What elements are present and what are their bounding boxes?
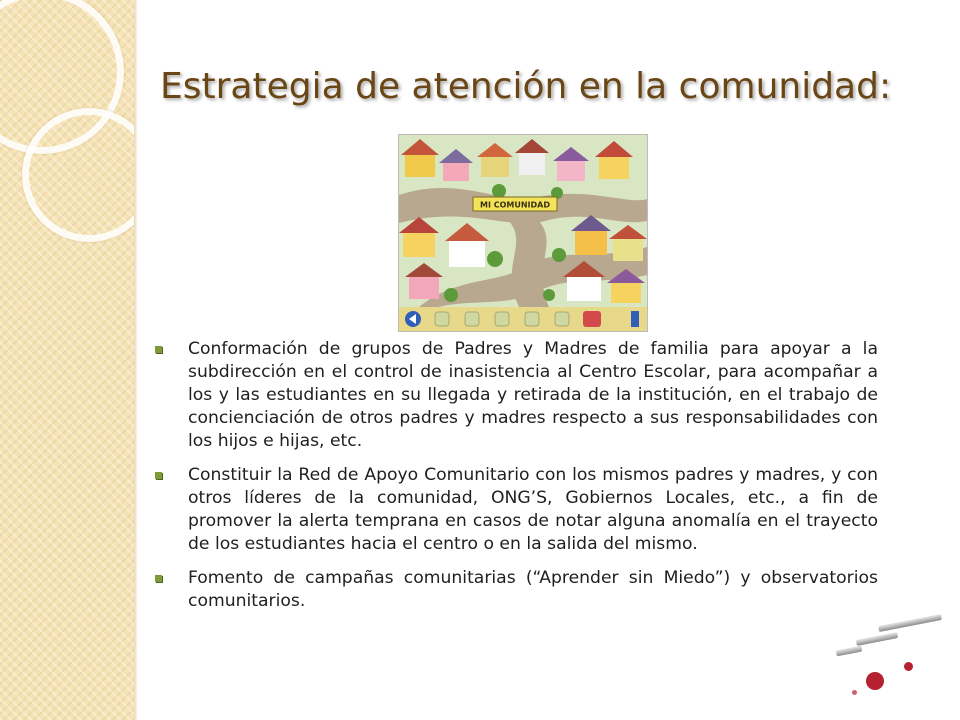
decorative-left-band (0, 0, 134, 720)
bullet-item (150, 567, 878, 613)
band-edge-shadow (134, 0, 138, 720)
bullet-marker-icon (155, 472, 162, 479)
decorative-dot (904, 662, 913, 671)
slide-title: Estrategia de atención en la comunidad: (160, 66, 892, 107)
bullet-text: Fomento de campañas comunitarias (“Aprender sin Miedo”) y observatorios comunitarios. (188, 568, 878, 611)
decorative-bar (856, 632, 898, 646)
decorative-bars (842, 614, 942, 664)
bullet-marker-icon (155, 346, 162, 353)
decorative-bar (878, 614, 942, 632)
decorative-dot (852, 690, 857, 695)
community-illustration (398, 134, 648, 332)
bullet-item (150, 464, 878, 556)
decorative-dot (866, 672, 884, 690)
illustration-sign-text: MI COMUNIDAD (480, 200, 550, 210)
bullet-item (150, 338, 878, 453)
decorative-bar (836, 646, 863, 657)
bullet-text: Constituir la Red de Apoyo Comunitario con los mismos padres y madres, y con otros líderes de la comunidad, ONG’S, Gobiernos Locales, etc., a fin de promover la alerta temprana en casos de notar alguna anomalía en el trayecto de los estudiantes hacia el centro o en la salida del mismo. (188, 465, 878, 554)
bullet-text: Conformación de grupos de Padres y Madres de familia para apoyar a la subdirección en el control de inasistencia al Centro Escolar, para acompañar a los y las estudiantes en su llegada y retirada de la institución, en el trabajo de concienciación de otros padres y madres respecto a sus responsabilidades con los hijos e hijas, etc. (188, 339, 878, 451)
bullet-list (150, 338, 878, 624)
bullet-marker-icon (155, 575, 162, 582)
